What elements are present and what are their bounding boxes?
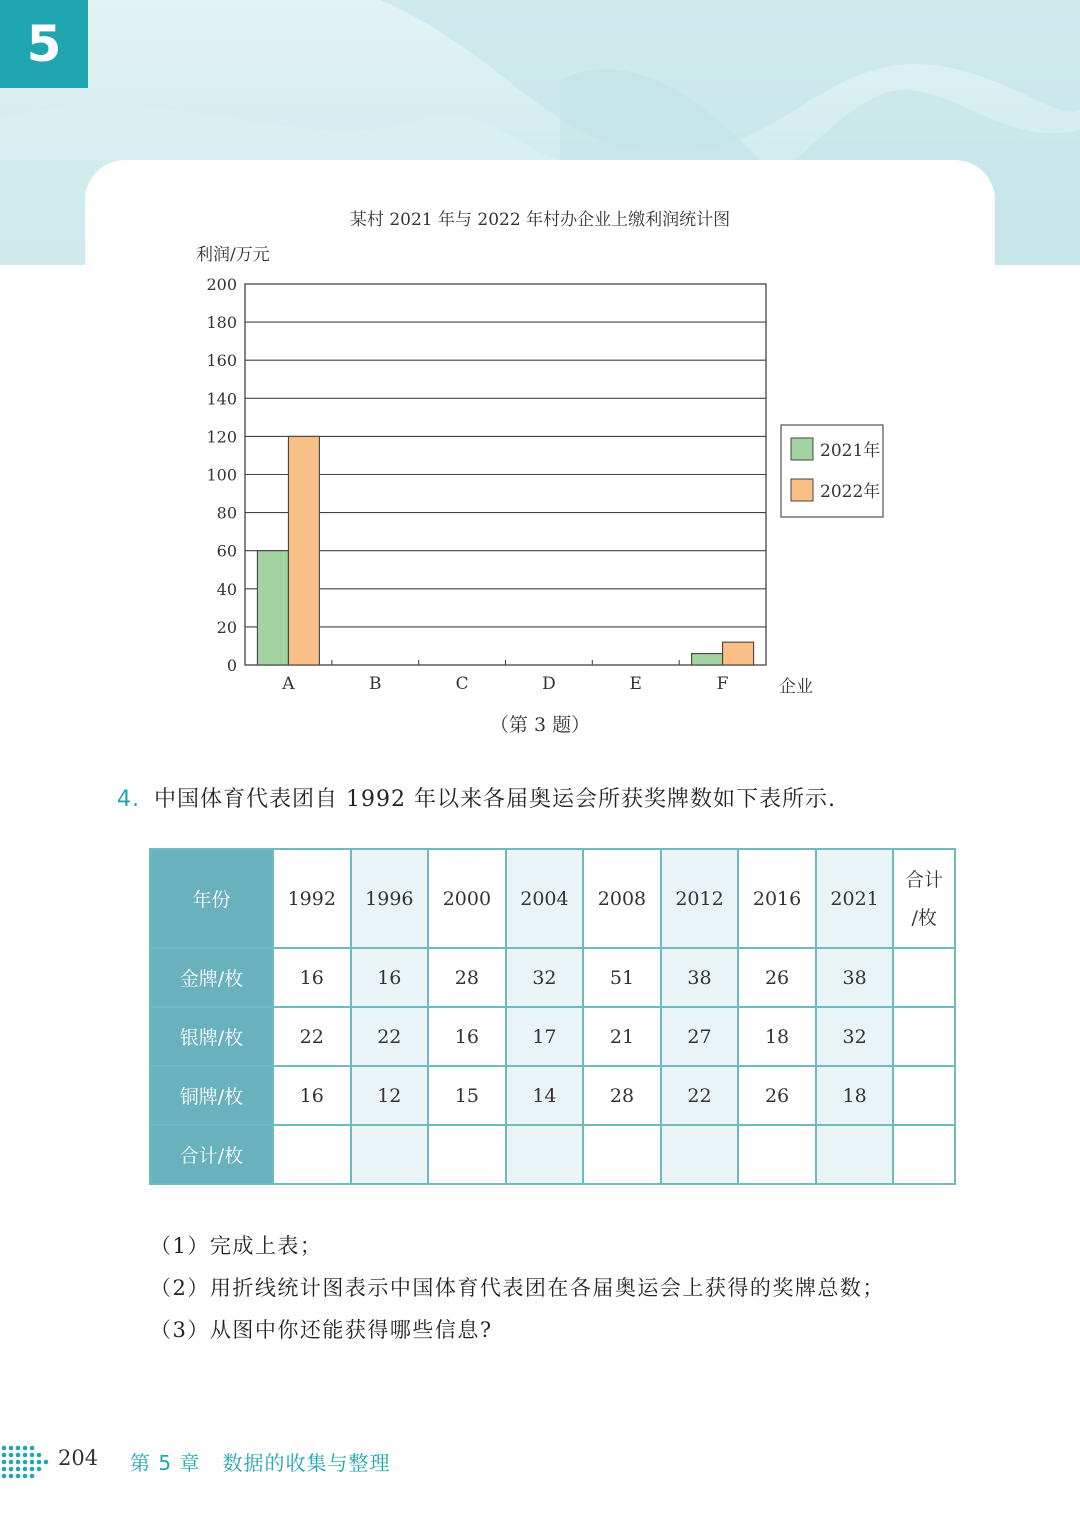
legend-swatch bbox=[791, 438, 813, 460]
chapter-footer-label: 第 5 章 数据的收集与整理 bbox=[130, 1451, 391, 1475]
table-cell-blank[interactable] bbox=[583, 1125, 661, 1184]
table-cell: 32 bbox=[506, 948, 584, 1007]
header-total bbox=[893, 849, 955, 948]
question-number: 4. bbox=[117, 787, 140, 812]
table-cell: 51 bbox=[583, 948, 661, 1007]
x-tick-label: D bbox=[542, 674, 556, 694]
table-cell-blank[interactable] bbox=[661, 1125, 739, 1184]
bar-F-2 bbox=[723, 642, 754, 665]
table-cell-blank[interactable] bbox=[738, 1125, 816, 1184]
table-cell-total[interactable] bbox=[893, 948, 955, 1007]
table-cell: 16 bbox=[351, 948, 429, 1007]
header-year: 2000 bbox=[428, 849, 506, 948]
x-tick-label: C bbox=[455, 674, 469, 694]
table-cell: 16 bbox=[273, 948, 351, 1007]
table-cell: 22 bbox=[273, 1007, 351, 1066]
page-number: 204 bbox=[58, 1446, 99, 1470]
legend-label: 2021年 bbox=[820, 441, 881, 461]
table-cell: 38 bbox=[816, 948, 894, 1007]
header-year: 2004 bbox=[506, 849, 584, 948]
sub-question-3: （3）从图中你还能获得哪些信息? bbox=[150, 1318, 493, 1342]
question-text: 中国体育代表团自 1992 年以来各届奥运会所获奖牌数如下表所示. bbox=[154, 787, 836, 812]
table-cell: 21 bbox=[583, 1007, 661, 1066]
header-total-line2: /枚 bbox=[911, 906, 937, 929]
y-tick-label: 120 bbox=[206, 427, 237, 447]
table-cell-blank[interactable] bbox=[428, 1125, 506, 1184]
table-cell-blank[interactable] bbox=[506, 1125, 584, 1184]
row-label: 合计/枚 bbox=[150, 1125, 273, 1184]
figure-caption: （第 3 题） bbox=[489, 714, 591, 736]
chart-canvas bbox=[0, 0, 1080, 760]
y-tick-label: 60 bbox=[216, 541, 237, 561]
header-total-line1: 合计 bbox=[905, 868, 944, 891]
chapter-badge: 5 bbox=[0, 0, 88, 88]
bar-A-1 bbox=[257, 551, 288, 665]
y-tick-label: 80 bbox=[216, 503, 237, 523]
table-cell-blank[interactable] bbox=[273, 1125, 351, 1184]
sub-question-1: （1）完成上表； bbox=[150, 1234, 323, 1258]
table-cell: 26 bbox=[738, 948, 816, 1007]
y-tick-label: 200 bbox=[206, 275, 237, 294]
table-row-bronze bbox=[150, 1066, 955, 1125]
sub-question-2: （2）用折线统计图表示中国体育代表团在各届奥运会上获得的奖牌总数； bbox=[150, 1276, 885, 1300]
header-year: 2016 bbox=[738, 849, 816, 948]
row-label: 银牌/枚 bbox=[150, 1007, 273, 1066]
table-cell: 16 bbox=[273, 1066, 351, 1125]
table-cell: 28 bbox=[583, 1066, 661, 1125]
bar-A-2 bbox=[288, 436, 319, 665]
x-tick-label: B bbox=[369, 674, 382, 694]
header-year: 1992 bbox=[273, 849, 351, 948]
y-axis-label: 利润/万元 bbox=[196, 245, 270, 265]
chart-title: 某村 2021 年与 2022 年村办企业上缴利润统计图 bbox=[349, 210, 731, 230]
row-label: 铜牌/枚 bbox=[150, 1066, 273, 1125]
legend-swatch bbox=[791, 479, 813, 501]
table-cell-blank[interactable] bbox=[816, 1125, 894, 1184]
table-cell-blank[interactable] bbox=[351, 1125, 429, 1184]
table-cell: 14 bbox=[506, 1066, 584, 1125]
table-cell-total[interactable] bbox=[893, 1066, 955, 1125]
bar-chart bbox=[0, 0, 1080, 760]
y-tick-label: 160 bbox=[206, 351, 237, 371]
x-tick-label: E bbox=[629, 674, 642, 694]
header-year: 1996 bbox=[351, 849, 429, 948]
table-cell: 12 bbox=[351, 1066, 429, 1125]
table-cell: 38 bbox=[661, 948, 739, 1007]
header-year-label: 年份 bbox=[150, 849, 273, 948]
table-cell: 22 bbox=[661, 1066, 739, 1125]
legend-label: 2022年 bbox=[820, 482, 881, 502]
table-cell: 18 bbox=[738, 1007, 816, 1066]
dot-grid-icon bbox=[0, 1440, 56, 1480]
table-row-gold bbox=[150, 948, 955, 1007]
table-row-silver bbox=[150, 1007, 955, 1066]
table-cell: 18 bbox=[816, 1066, 894, 1125]
table-cell-blank[interactable] bbox=[893, 1125, 955, 1184]
table-cell: 28 bbox=[428, 948, 506, 1007]
page-footer bbox=[0, 1440, 600, 1480]
table-cell-total[interactable] bbox=[893, 1007, 955, 1066]
row-label: 金牌/枚 bbox=[150, 948, 273, 1007]
table-cell: 27 bbox=[661, 1007, 739, 1066]
y-tick-label: 0 bbox=[226, 656, 237, 675]
table-header-row bbox=[150, 849, 955, 948]
y-tick-label: 100 bbox=[206, 465, 237, 485]
header-year: 2021 bbox=[816, 849, 894, 948]
table-cell: 26 bbox=[738, 1066, 816, 1125]
table-cell: 22 bbox=[351, 1007, 429, 1066]
table-cell: 15 bbox=[428, 1066, 506, 1125]
table-row-total bbox=[150, 1125, 955, 1184]
x-tick-label: F bbox=[716, 674, 729, 694]
question-4 bbox=[117, 782, 836, 813]
y-tick-label: 20 bbox=[216, 617, 237, 637]
y-tick-label: 40 bbox=[216, 579, 237, 599]
medal-table bbox=[149, 848, 956, 1185]
bar-F-1 bbox=[692, 654, 723, 665]
header-year: 2008 bbox=[583, 849, 661, 948]
table-cell: 16 bbox=[428, 1007, 506, 1066]
header-year: 2012 bbox=[661, 849, 739, 948]
table-cell: 17 bbox=[506, 1007, 584, 1066]
x-tick-label: A bbox=[282, 674, 295, 694]
y-tick-label: 180 bbox=[206, 313, 237, 333]
table-cell: 32 bbox=[816, 1007, 894, 1066]
x-axis-label: 企业 bbox=[779, 677, 813, 697]
y-tick-label: 140 bbox=[206, 389, 237, 409]
